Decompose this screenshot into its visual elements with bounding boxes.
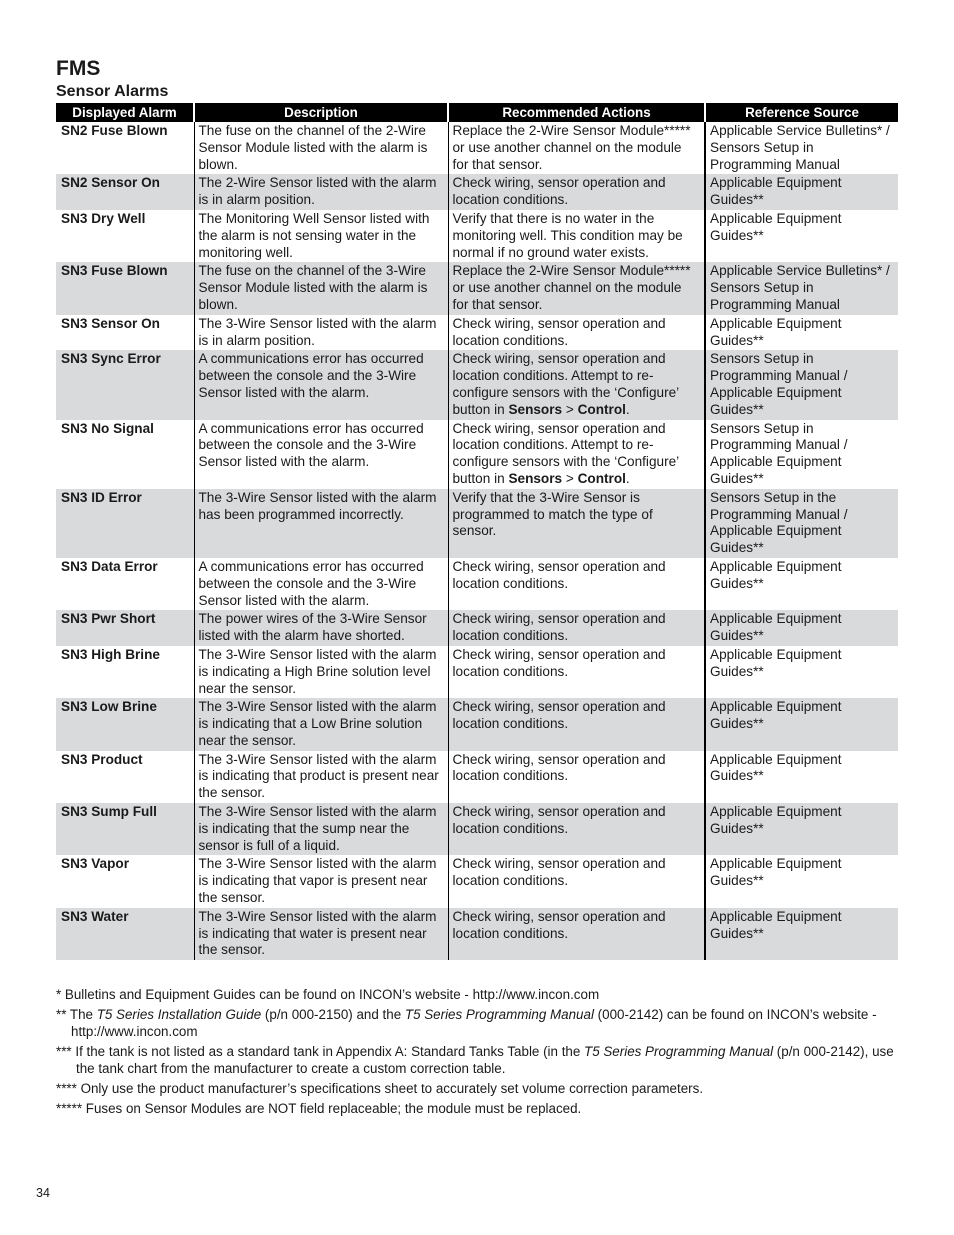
- reference-source: Applicable Equipment Guides**: [705, 174, 898, 210]
- actions-end: .: [625, 401, 630, 417]
- recommended-actions: [448, 558, 705, 610]
- recommended-actions: [448, 420, 705, 489]
- footnote-4-text: **** Only use the product manufacturer’s specifications sheet to accurately set volume correction parameters.: [56, 1081, 704, 1096]
- alarm-description: The 3-Wire Sensor listed with the alarm is in alarm position.: [194, 315, 448, 351]
- recommended-actions: [448, 262, 705, 314]
- reference-source: Applicable Equipment Guides**: [705, 855, 898, 907]
- reference-source: Sensors Setup in Programming Manual / Applicable Equipment Guides**: [705, 420, 898, 489]
- alarm-name: SN3 Dry Well: [56, 210, 194, 262]
- alarm-description: A communications error has occurred between the console and the 3-Wire Sensor listed with the alarm.: [194, 350, 448, 419]
- footnote-2: [56, 1006, 896, 1040]
- recommended-actions: [448, 855, 705, 907]
- table-row: [56, 610, 898, 646]
- alarm-description: A communications error has occurred between the console and the 3-Wire Sensor listed with the alarm.: [194, 558, 448, 610]
- alarm-name: SN3 Low Brine: [56, 698, 194, 750]
- reference-source: Applicable Equipment Guides**: [705, 610, 898, 646]
- table-header-row: [56, 103, 898, 122]
- footnote-2-text-a: ** The: [56, 1007, 97, 1022]
- page-title: FMS: [56, 57, 101, 80]
- reference-source: Applicable Equipment Guides**: [705, 210, 898, 262]
- actions-bold-2: Control: [577, 401, 626, 417]
- recommended-actions: [448, 646, 705, 698]
- table-row: [56, 855, 898, 907]
- actions-text: Replace the 2-Wire Sensor Module***** or use another channel on the module for that sensor.: [452, 123, 691, 172]
- actions-bold-2: Control: [577, 470, 626, 486]
- recommended-actions: [448, 122, 705, 174]
- footnote-5: [56, 1100, 896, 1117]
- actions-text: Check wiring, sensor operation and location conditions.: [452, 751, 666, 784]
- alarm-name: SN3 No Signal: [56, 420, 194, 489]
- alarm-name: SN3 Water: [56, 908, 194, 960]
- actions-text: Check wiring, sensor operation and location conditions.: [452, 699, 666, 732]
- table-row: [56, 315, 898, 351]
- alarm-description: The 3-Wire Sensor listed with the alarm is indicating a High Brine solution level near the sensor.: [194, 646, 448, 698]
- alarm-description: The Monitoring Well Sensor listed with the alarm is not sensing water in the monitoring well.: [194, 210, 448, 262]
- alarm-name: SN3 Data Error: [56, 558, 194, 610]
- actions-text: Replace the 2-Wire Sensor Module***** or use another channel on the module for that sensor.: [452, 263, 691, 312]
- table-row: [56, 751, 898, 803]
- reference-source: Applicable Equipment Guides**: [705, 315, 898, 351]
- footnote-2-text-c: (000-2142) can be found on INCON’s website - http://www.incon.com: [71, 1007, 877, 1039]
- alarm-name: SN3 Product: [56, 751, 194, 803]
- table-row: [56, 350, 898, 419]
- alarm-name: SN3 Sump Full: [56, 803, 194, 855]
- section-title: Sensor Alarms: [56, 83, 169, 100]
- header-displayed-alarm: Displayed Alarm: [56, 103, 194, 122]
- reference-source: Applicable Equipment Guides**: [705, 698, 898, 750]
- table-row: [56, 420, 898, 489]
- alarm-name: SN3 ID Error: [56, 489, 194, 558]
- recommended-actions: [448, 908, 705, 960]
- footnote-3-text-b: (p/n 000-2142), use the tank chart from the manufacturer to create a custom correction table.: [76, 1044, 894, 1076]
- reference-source: Applicable Equipment Guides**: [705, 751, 898, 803]
- reference-source: Applicable Equipment Guides**: [705, 908, 898, 960]
- reference-source: Sensors Setup in the Programming Manual / Applicable Equipment Guides**: [705, 489, 898, 558]
- footnote-1: [56, 986, 896, 1003]
- footnote-2-text-b: (p/n 000-2150) and the: [261, 1007, 405, 1022]
- actions-text: Check wiring, sensor operation and location conditions.: [452, 646, 666, 679]
- reference-source: Applicable Equipment Guides**: [705, 803, 898, 855]
- alarm-name: SN3 Fuse Blown: [56, 262, 194, 314]
- alarm-name: SN3 High Brine: [56, 646, 194, 698]
- actions-text: Check wiring, sensor operation and location conditions. Attempt to re-configure sensors with the ‘Configure’ button in: [452, 351, 679, 417]
- actions-text: Check wiring, sensor operation and location conditions.: [452, 611, 666, 644]
- alarm-name: SN3 Sync Error: [56, 350, 194, 419]
- alarm-description: The 3-Wire Sensor listed with the alarm has been programmed incorrectly.: [194, 489, 448, 558]
- recommended-actions: [448, 489, 705, 558]
- footnote-4: [56, 1080, 896, 1097]
- alarm-description: A communications error has occurred between the console and the 3-Wire Sensor listed with the alarm.: [194, 420, 448, 489]
- alarm-description: The 3-Wire Sensor listed with the alarm is indicating that the sump near the sensor is full of a liquid.: [194, 803, 448, 855]
- alarm-description: The 3-Wire Sensor listed with the alarm is indicating that product is present near the sensor.: [194, 751, 448, 803]
- recommended-actions: [448, 803, 705, 855]
- footnote-5-text: ***** Fuses on Sensor Modules are NOT field replaceable; the module must be replaced.: [56, 1101, 582, 1116]
- actions-sep: >: [562, 401, 578, 417]
- reference-source: Applicable Service Bulletins* / Sensors Setup in Programming Manual: [705, 262, 898, 314]
- sensor-alarms-table: [56, 103, 898, 960]
- header-recommended-actions: Recommended Actions: [448, 103, 705, 122]
- footnote-3: [56, 1043, 896, 1077]
- recommended-actions: [448, 174, 705, 210]
- footnote-3-programming-manual: T5 Series Programming Manual: [584, 1044, 774, 1059]
- alarm-description: The power wires of the 3-Wire Sensor listed with the alarm have shorted.: [194, 610, 448, 646]
- page-number: 34: [36, 1186, 50, 1200]
- alarm-name: SN3 Vapor: [56, 855, 194, 907]
- recommended-actions: [448, 698, 705, 750]
- recommended-actions: [448, 210, 705, 262]
- alarm-name: SN2 Fuse Blown: [56, 122, 194, 174]
- actions-text: Check wiring, sensor operation and location conditions.: [452, 856, 666, 889]
- table-row: [56, 262, 898, 314]
- recommended-actions: [448, 610, 705, 646]
- alarm-name: SN3 Pwr Short: [56, 610, 194, 646]
- table-row: [56, 646, 898, 698]
- actions-bold-1: Sensors: [508, 401, 563, 417]
- actions-text: Check wiring, sensor operation and location conditions.: [452, 315, 666, 348]
- alarm-name: SN3 Sensor On: [56, 315, 194, 351]
- table-row: [56, 122, 898, 174]
- header-reference-source: Reference Source: [705, 103, 898, 122]
- reference-source: Applicable Service Bulletins* / Sensors Setup in Programming Manual: [705, 122, 898, 174]
- header-description: Description: [194, 103, 448, 122]
- footnote-3-text-a: *** If the tank is not listed as a standard tank in Appendix A: Standard Tanks Table (in the: [56, 1044, 585, 1059]
- table-row: [56, 803, 898, 855]
- actions-text: Check wiring, sensor operation and location conditions.: [452, 558, 666, 591]
- reference-source: Applicable Equipment Guides**: [705, 558, 898, 610]
- table-row: [56, 489, 898, 558]
- footnotes: [56, 986, 896, 1120]
- table-row: [56, 210, 898, 262]
- actions-text: Check wiring, sensor operation and location conditions.: [452, 908, 666, 941]
- alarm-description: The 3-Wire Sensor listed with the alarm is indicating that vapor is present near the sensor.: [194, 855, 448, 907]
- footnote-2-installation-guide: T5 Series Installation Guide: [96, 1007, 262, 1022]
- actions-bold-1: Sensors: [508, 470, 563, 486]
- recommended-actions: [448, 751, 705, 803]
- recommended-actions: [448, 315, 705, 351]
- footnote-2-programming-manual: T5 Series Programming Manual: [404, 1007, 594, 1022]
- reference-source: Applicable Equipment Guides**: [705, 646, 898, 698]
- footnote-1-text: * Bulletins and Equipment Guides can be found on INCON’s website - http://www.incon.com: [56, 987, 600, 1002]
- actions-text: Verify that there is no water in the monitoring well. This condition may be normal if no ground water exists.: [452, 210, 683, 260]
- alarm-description: The fuse on the channel of the 3-Wire Sensor Module listed with the alarm is blown.: [194, 262, 448, 314]
- alarm-description: The 3-Wire Sensor listed with the alarm is indicating that water is present near the sensor.: [194, 908, 448, 960]
- table-body: [56, 122, 898, 960]
- actions-end: .: [625, 470, 630, 486]
- recommended-actions: [448, 350, 705, 419]
- actions-text: Verify that the 3-Wire Sensor is programmed to match the type of sensor.: [452, 489, 653, 539]
- alarm-description: The fuse on the channel of the 2-Wire Sensor Module listed with the alarm is blown.: [194, 122, 448, 174]
- actions-text: Check wiring, sensor operation and location conditions.: [452, 175, 666, 208]
- table-row: [56, 908, 898, 960]
- table-row: [56, 174, 898, 210]
- actions-text: Check wiring, sensor operation and location conditions. Attempt to re-configure sensors with the ‘Configure’ button in: [452, 420, 679, 486]
- table-row: [56, 698, 898, 750]
- table-row: [56, 558, 898, 610]
- alarm-name: SN2 Sensor On: [56, 174, 194, 210]
- actions-sep: >: [562, 470, 578, 486]
- reference-source: Sensors Setup in Programming Manual / Applicable Equipment Guides**: [705, 350, 898, 419]
- alarm-description: The 3-Wire Sensor listed with the alarm is indicating that a Low Brine solution near the sensor.: [194, 698, 448, 750]
- alarm-description: The 2-Wire Sensor listed with the alarm is in alarm position.: [194, 174, 448, 210]
- actions-text: Check wiring, sensor operation and location conditions.: [452, 804, 666, 836]
